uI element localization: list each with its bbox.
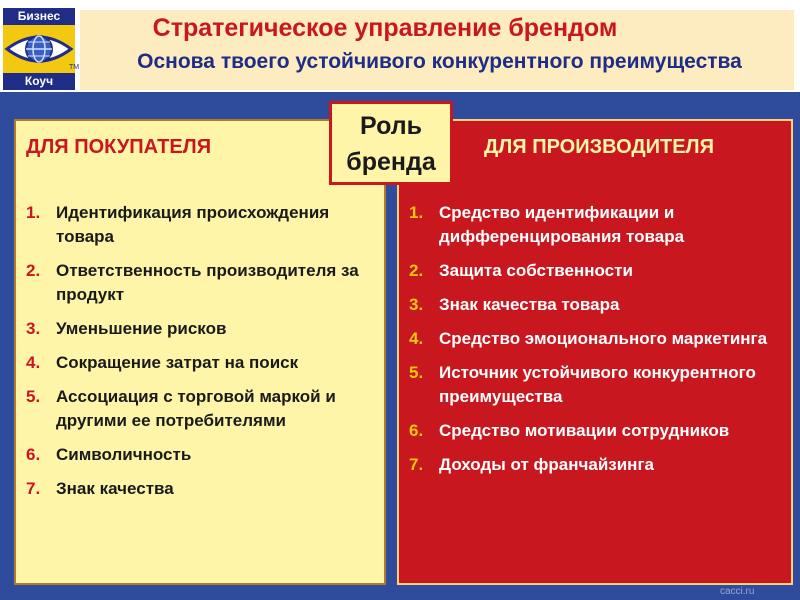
list-item (26, 351, 382, 375)
list-item (26, 443, 382, 467)
item-text: Ответственность производителя за продукт (56, 261, 359, 304)
item-text: Уменьшение рисков (56, 319, 227, 338)
buyer-heading: ДЛЯ ПОКУПАТЕЛЯ (26, 136, 212, 158)
list-item (409, 201, 789, 249)
item-text: Знак качества товара (439, 295, 620, 314)
item-text: Источник устойчивого конкурентного преимущества (439, 363, 756, 406)
eye-globe-icon (3, 25, 80, 73)
header (0, 0, 800, 92)
list-item (26, 201, 382, 249)
list-item (26, 259, 382, 307)
item-text: Средство мотивации сотрудников (439, 421, 730, 440)
item-text: Средство эмоционального маркетинга (439, 329, 768, 348)
item-text: Идентификация происхождения товара (56, 203, 330, 246)
brand-role-box (329, 101, 453, 185)
item-text: Ассоциация с торговой маркой и другими ее потребителями (56, 387, 336, 430)
list-item (409, 361, 789, 409)
list-item (409, 453, 789, 477)
item-number: 4. (26, 353, 41, 372)
item-text: Символичность (56, 445, 192, 464)
item-number: 3. (409, 295, 424, 314)
list-item (26, 477, 382, 501)
logo-top-text: Бизнес (3, 8, 75, 25)
page-subtitle: Основа твоего устойчивого конкурентного преимущества (137, 50, 742, 73)
item-number: 1. (26, 203, 41, 222)
item-number: 2. (26, 261, 41, 280)
item-number: 2. (409, 261, 424, 280)
item-number: 3. (26, 319, 41, 338)
producer-list (409, 201, 789, 487)
producer-panel (397, 119, 793, 585)
item-text: Средство идентификации и дифференцирования товара (439, 203, 685, 246)
item-number: 7. (26, 479, 41, 498)
buyer-panel (14, 119, 386, 585)
item-number: 6. (26, 445, 41, 464)
item-number: 6. (409, 421, 424, 440)
producer-heading: ДЛЯ ПРОИЗВОДИТЕЛЯ (484, 136, 714, 158)
item-text: Сокращение затрат на поиск (56, 353, 299, 372)
role-line-1: Роль (360, 112, 422, 140)
trademark-mark: TM (69, 64, 80, 71)
buyer-list (26, 201, 382, 511)
list-item (26, 317, 382, 341)
role-line-2: бренда (346, 148, 436, 176)
item-number: 5. (26, 387, 41, 406)
logo (3, 8, 80, 90)
list-item (409, 293, 789, 317)
list-item (409, 419, 789, 443)
list-item (409, 327, 789, 351)
list-item (26, 385, 382, 433)
item-text: Знак качества (56, 479, 174, 498)
page-title: Стратегическое управление брендом (152, 14, 618, 42)
item-number: 1. (409, 203, 424, 222)
footer-watermark: cacci.ru (720, 586, 755, 597)
item-number: 5. (409, 363, 424, 382)
list-item (409, 259, 789, 283)
item-text: Защита собственности (439, 261, 633, 280)
item-number: 7. (409, 455, 424, 474)
logo-bottom-text: Коуч (3, 73, 75, 90)
item-number: 4. (409, 329, 424, 348)
item-text: Доходы от франчайзинга (439, 455, 654, 474)
